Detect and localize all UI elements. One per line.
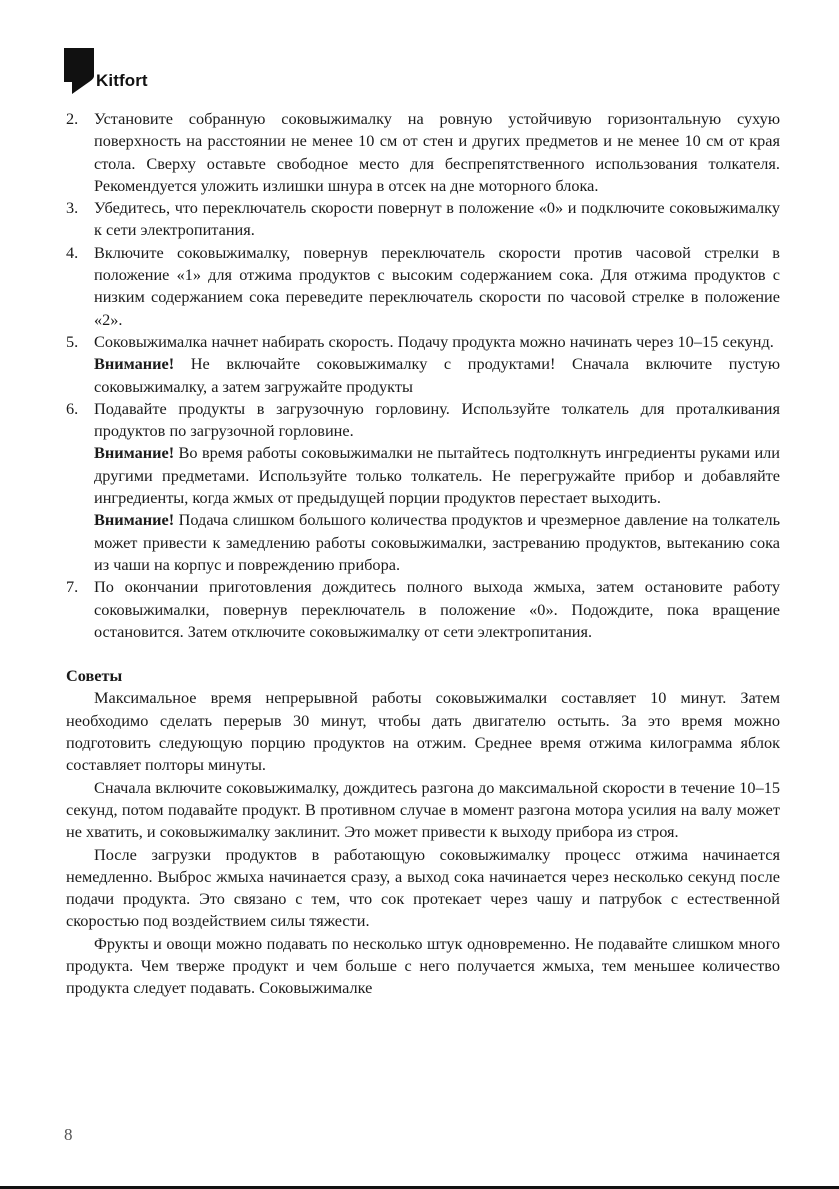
tips-paragraph: После загрузки продуктов в работающую соковыжималку процесс отжима начинается немедленно. Выброс жмыха начинается сразу, а выход сока начинается через несколько секунд после подачи продукта. Это связано с тем, что сок протекает через чашу и патрубок с естественной скоростью под воздействием силы тяжести. (66, 844, 780, 931)
tips-heading: Советы (66, 666, 123, 686)
page-number: 8 (64, 1125, 73, 1144)
instruction-step (66, 331, 780, 398)
step-number: 5. (66, 331, 79, 351)
step-number: 4. (66, 242, 79, 262)
tips-section (66, 687, 780, 999)
instruction-step (66, 576, 780, 643)
warning-note (94, 353, 780, 398)
instruction-step (66, 108, 780, 197)
step-text: Включите соковыжималку, повернув переключатель скорости против часовой стрелки в положение «1» для отжима продуктов с высоким содержанием сока. Для отжима продуктов с низким содержанием сока переведите переключатель скорости по часовой стрелке в положение «2». (94, 242, 780, 329)
warning-label: Внимание! (94, 443, 175, 463)
step-number: 6. (66, 398, 79, 418)
brand-header (64, 48, 148, 94)
instruction-step (66, 398, 780, 576)
tips-paragraph: Фрукты и овощи можно подавать по несколько штук одновременно. Не подавайте слишком много продукта. Чем тверже продукт и чем больше с него получается жмыха, тем меньшее количество продукта следует подавать. Соковыжималке (66, 933, 780, 998)
instruction-step (66, 242, 780, 331)
kitfort-logo-icon (64, 48, 94, 94)
instruction-steps (66, 108, 780, 643)
warning-text: Подача слишком большого количества продуктов и чрезмерное давление на толкатель может привести к замедлению работы соковыжималки, застреванию продуктов, вытеканию сока из чаши на корпус и повреждению прибора. (94, 510, 780, 574)
step-text: Соковыжималка начнет набирать скорость. Подачу продукта можно начинать через 10–15 секунд. (94, 331, 774, 351)
tips-paragraph: Сначала включите соковыжималку, дождитесь разгона до максимальной скорости в течение 10–15 секунд, потом подавайте продукт. В противном случае в момент разгона мотора усилия на валу может не хватить, и соковыжималку заклинит. Это может привести к выходу прибора из строя. (66, 777, 780, 842)
warning-note (94, 509, 780, 576)
instruction-step (66, 197, 780, 242)
step-number: 2. (66, 109, 79, 128)
warning-text: Не включайте соковыжималку с продуктами! Сначала включите пустую соковыжималку, а затем загружайте продукты (94, 354, 780, 396)
step-text: По окончании приготовления дождитесь полного выхода жмыха, затем остановите работу соковыжималки, повернув переключатель в положение «0». Подождите, пока вращение остановится. Затем отключите соковыжималку от сети электропитания. (94, 577, 780, 641)
warning-note (94, 442, 780, 509)
step-number: 3. (66, 198, 79, 218)
brand-name: Kitfort (96, 71, 148, 90)
page-content (66, 108, 780, 1000)
warning-text: Во время работы соковыжималки не пытайтесь подтолкнуть ингредиенты руками или другими предметами. Используйте только толкатель. Не перегружайте прибор и добавляйте ингредиенты, когда жмых от предыдущей порции продуктов перестает выходить. (94, 443, 780, 508)
warning-label: Внимание! (94, 510, 175, 530)
step-text: Установите собранную соковыжималку на ровную устойчивую горизонтальную сухую поверхность на расстоянии не менее 10 см от стен и других предметов и не менее 10 см от края стола. Сверху оставьте свободное место для беспрепятственного использования толкателя. Рекомендуется уложить излишки шнура в отсек на дне моторного блока. (94, 109, 780, 195)
step-number: 7. (66, 577, 79, 597)
tips-paragraph: Максимальное время непрерывной работы соковыжималки составляет 10 минут. Затем необходимо сделать перерыв 30 минут, чтобы дать двигателю остыть. За это время можно подготовить следующую порцию продуктов на отжим. Среднее время отжима килограмма яблок составляет полторы минуты. (66, 688, 780, 775)
step-text: Подавайте продукты в загрузочную горловину. Используйте толкатель для проталкивания продуктов по загрузочной горловине. (94, 398, 780, 441)
warning-label: Внимание! (94, 354, 175, 374)
step-text: Убедитесь, что переключатель скорости повернут в положение «0» и подключите соковыжималку к сети электропитания. (94, 198, 780, 240)
